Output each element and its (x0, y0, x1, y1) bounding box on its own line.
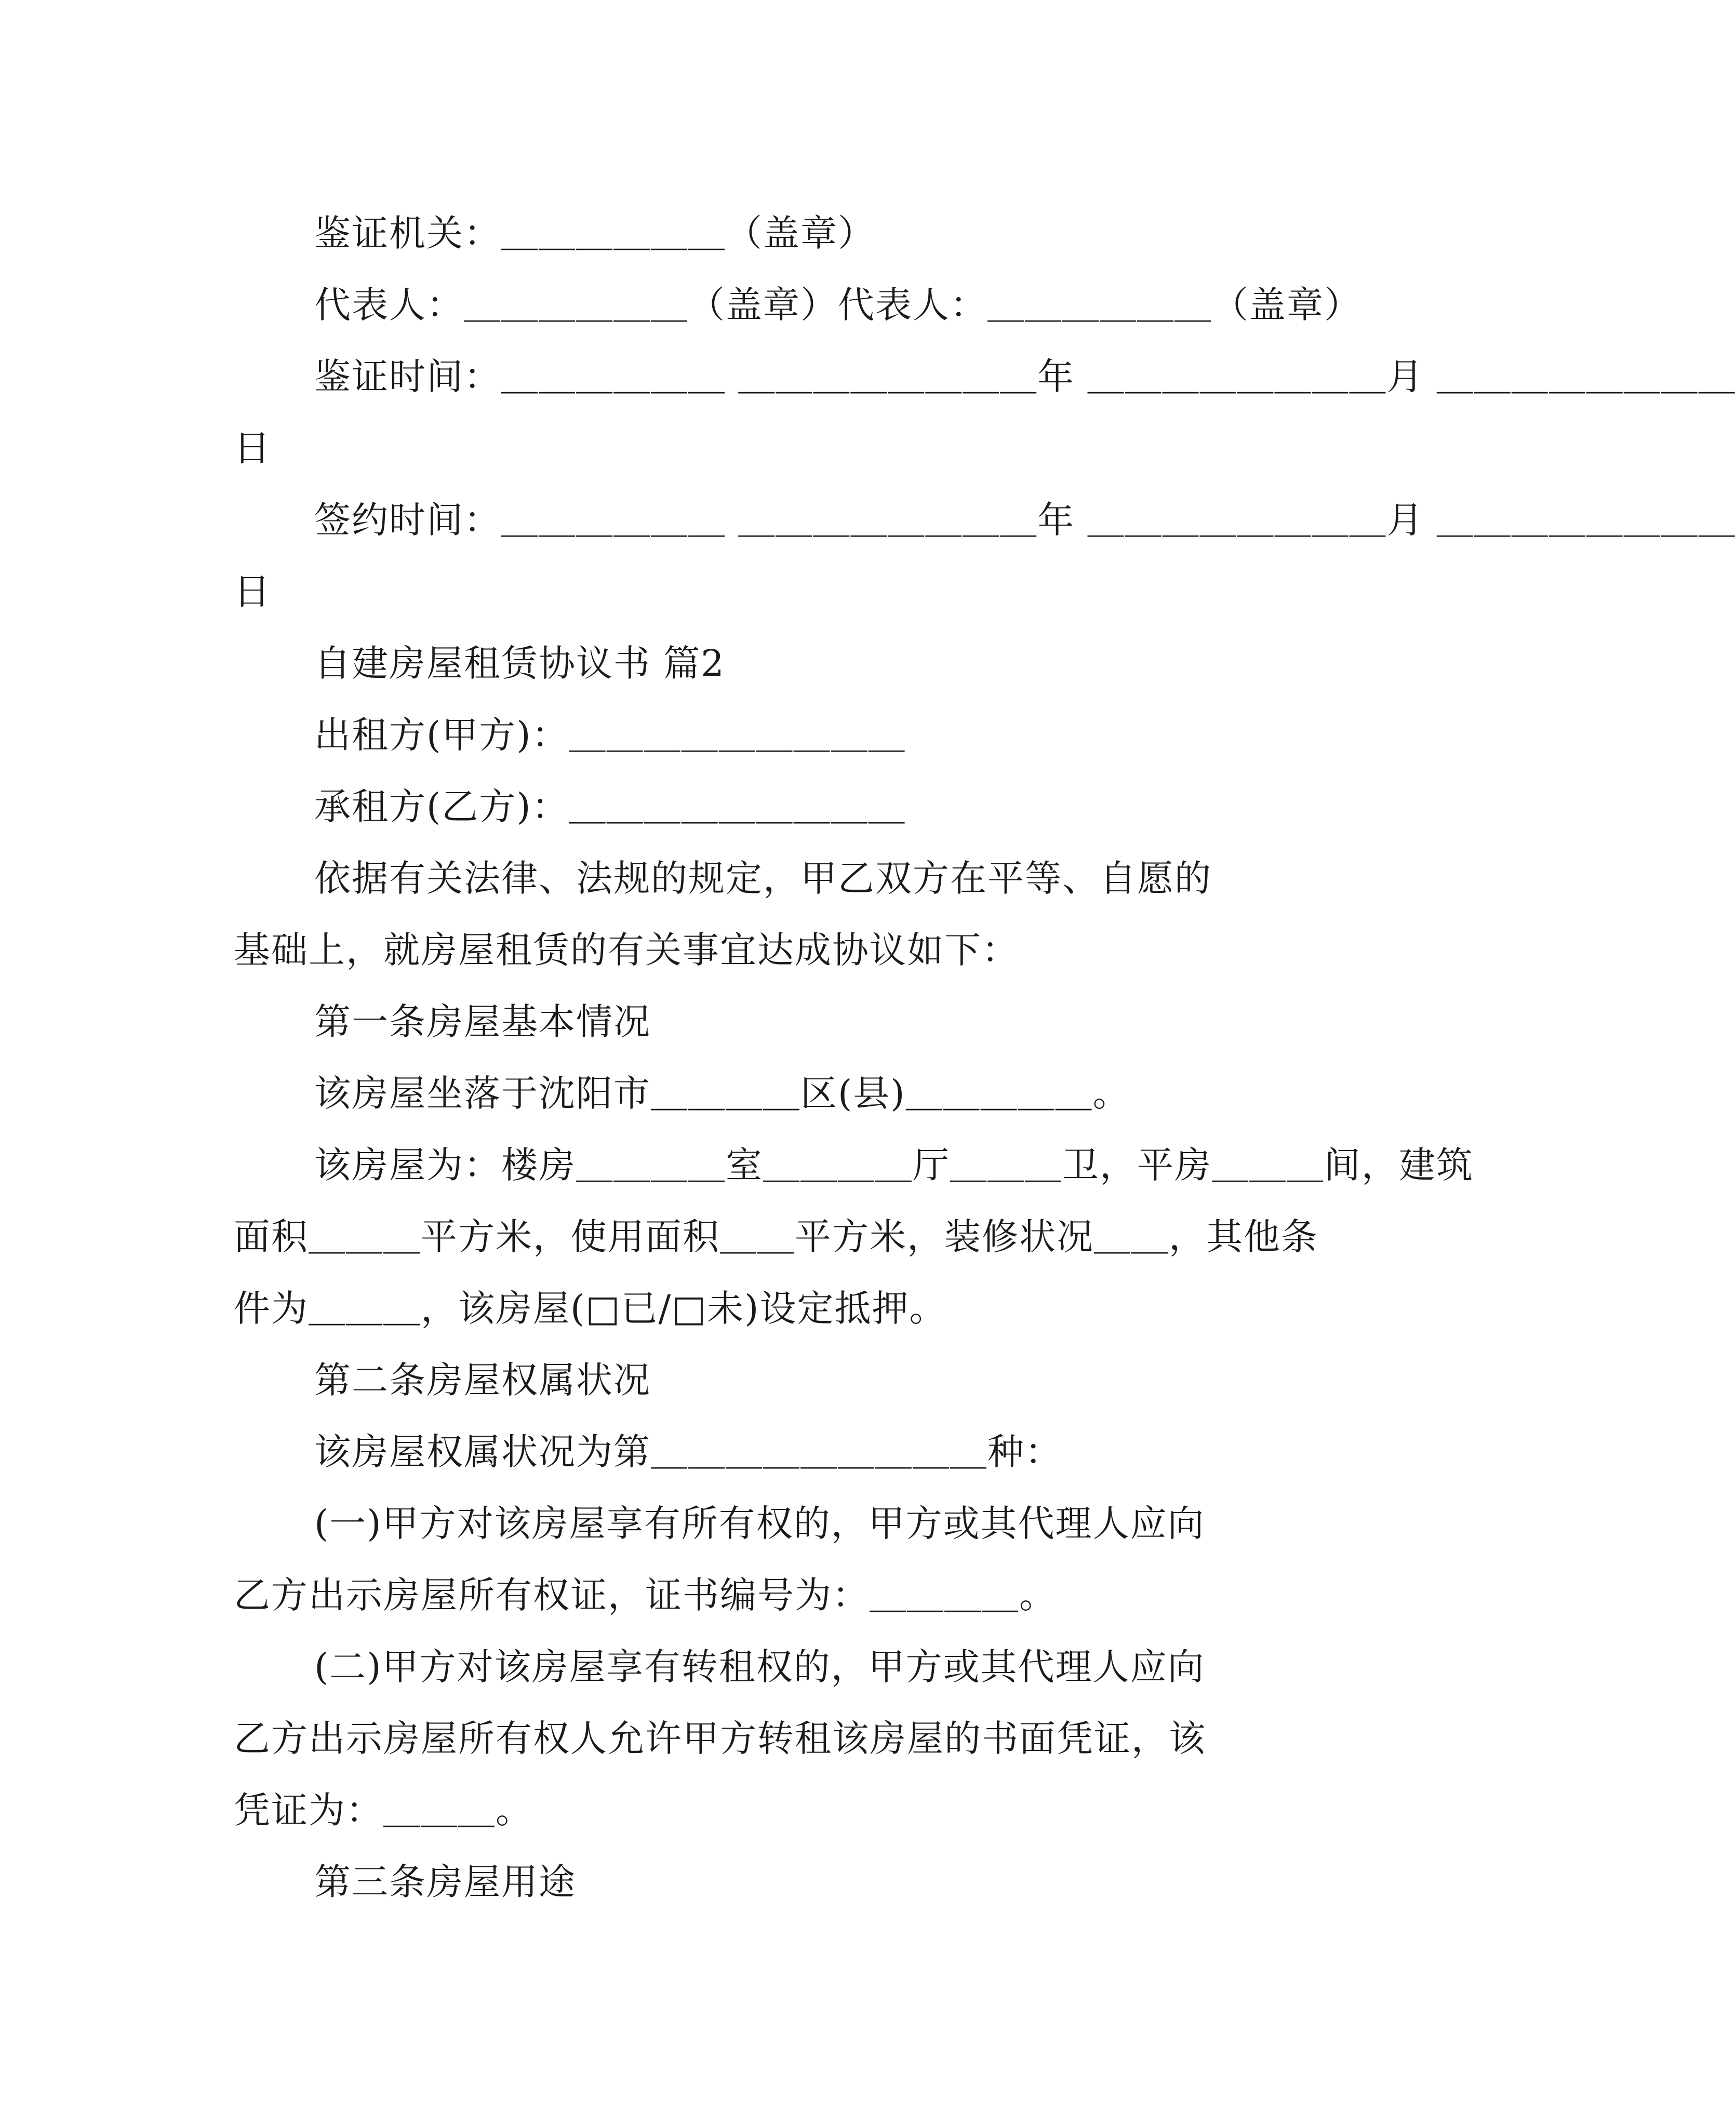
text-line: 日 (234, 427, 271, 470)
text-line: 基础上，就房屋租赁的有关事宜达成协议如下： (234, 929, 1019, 971)
document-body (234, 197, 1736, 1918)
text-line: 乙方出示房屋所有权证，证书编号为：＿＿＿＿。 (234, 1574, 1057, 1616)
text-line: 乙方出示房屋所有权人允许甲方转租该房屋的书面凭证，该 (234, 1717, 1206, 1760)
text-line: 出租方(甲方)：＿＿＿＿＿＿＿＿＿ (314, 714, 906, 756)
text-line: 承租方(乙方)：＿＿＿＿＿＿＿＿＿ (314, 785, 906, 828)
section-heading: 自建房屋租赁协议书 篇2 (314, 642, 725, 685)
text-line: 该房屋权属状况为第＿＿＿＿＿＿＿＿＿种： (314, 1430, 1062, 1473)
text-line: 面积＿＿＿平方米，使用面积＿＿平方米，装修状况＿＿，其他条 (234, 1215, 1318, 1258)
article-heading: 第三条房屋用途 (314, 1861, 576, 1903)
text-line: 依据有关法律、法规的规定，甲乙双方在平等、自愿的 (314, 857, 1212, 900)
text-line: 凭证为：＿＿＿。 (234, 1789, 533, 1831)
text-line: 件为＿＿＿，该房屋(□已/□未)设定抵押。 (234, 1287, 947, 1330)
text-line: 鉴证时间：＿＿＿＿＿＿ ＿＿＿＿＿＿＿＿年 ＿＿＿＿＿＿＿＿月 ＿＿＿＿＿＿＿＿ (314, 355, 1736, 398)
text-line: (一)甲方对该房屋享有所有权的，甲方或其代理人应向 (314, 1502, 1205, 1545)
article-heading: 第二条房屋权属状况 (314, 1359, 651, 1401)
text-line: 签约时间：＿＿＿＿＿＿ ＿＿＿＿＿＿＿＿年 ＿＿＿＿＿＿＿＿月 ＿＿＿＿＿＿＿＿ (314, 499, 1736, 541)
text-line: 该房屋坐落于沈阳市＿＿＿＿区(县)＿＿＿＿＿。 (314, 1072, 1130, 1115)
article-heading: 第一条房屋基本情况 (314, 1000, 651, 1043)
text-line: 鉴证机关：＿＿＿＿＿＿（盖章） (314, 212, 875, 255)
text-line: 该房屋为：楼房＿＿＿＿室＿＿＿＿厅＿＿＿卫，平房＿＿＿间，建筑 (314, 1144, 1474, 1186)
text-line: 代表人：＿＿＿＿＿＿（盖章）代表人：＿＿＿＿＿＿（盖章） (314, 284, 1361, 326)
text-line: (二)甲方对该房屋享有转租权的，甲方或其代理人应向 (314, 1646, 1205, 1688)
text-line: 日 (234, 570, 271, 613)
